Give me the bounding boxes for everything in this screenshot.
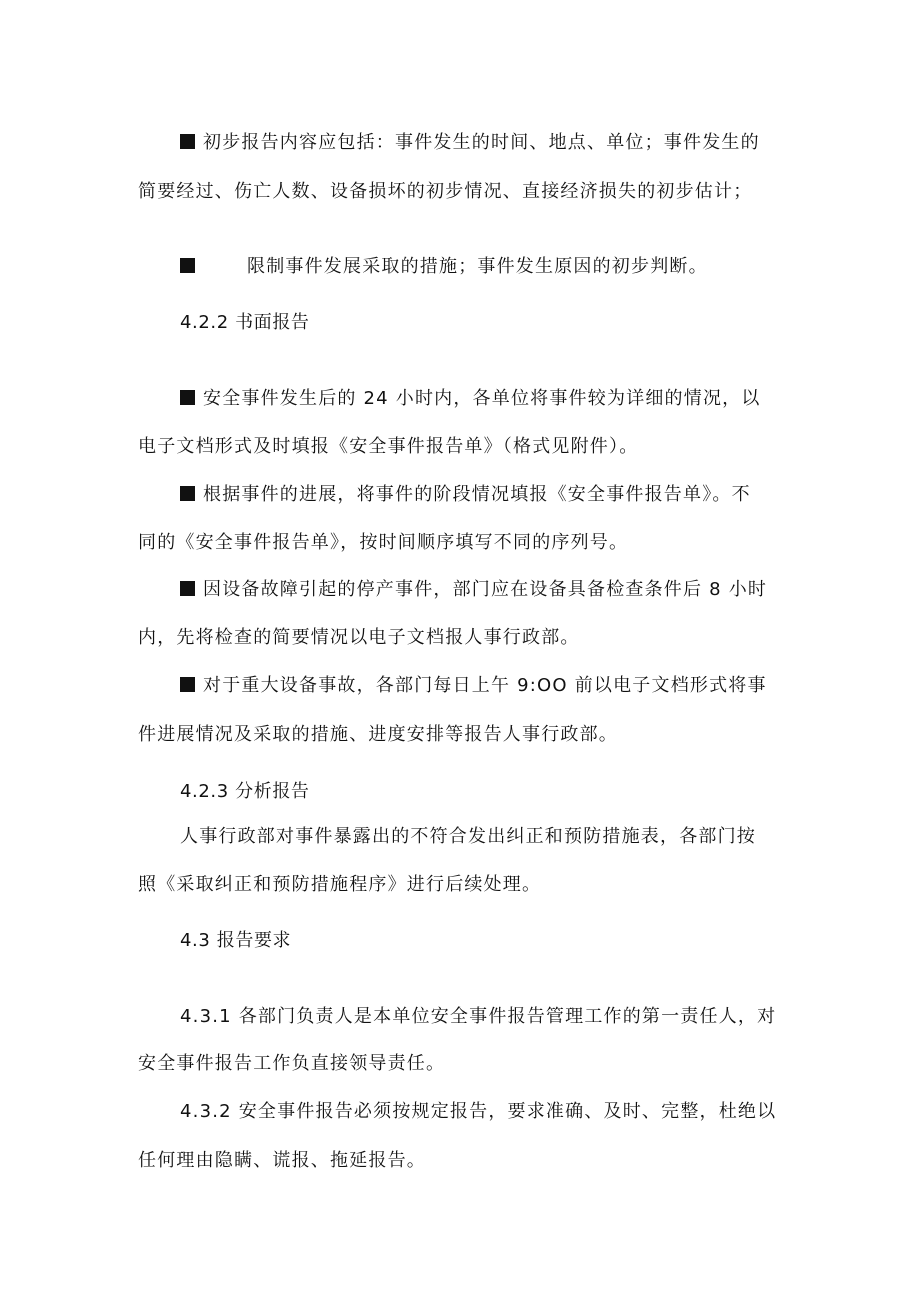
paragraph-text: 照《采取纠正和预防措施程序》进行后续处理。 (138, 874, 542, 895)
bullet-paragraph-4-line-2 (138, 531, 788, 555)
bullet-paragraph-5-line-2 (138, 626, 788, 650)
bullet-paragraph-2 (180, 255, 830, 279)
bullet-paragraph-6-line-2 (138, 723, 788, 747)
bullet-paragraph-4-line-1 (180, 483, 830, 507)
paragraph-text: 内，先将检查的简要情况以电子文档报人事行政部。 (138, 627, 580, 648)
paragraph-text: 安全事件发生后的 24 小时内，各单位将事件较为详细的情况，以 (203, 388, 761, 409)
paragraph-text: 限制事件发展采取的措施；事件发生原因的初步判断。 (247, 256, 708, 277)
black-square-bullet-icon (180, 390, 195, 405)
bullet-paragraph-3-line-1 (180, 387, 830, 411)
section-heading-4-3: 4.3 报告要求 (180, 930, 292, 951)
paragraph-text: 电子文档形式及时填报《安全事件报告单》（格式见附件）。 (138, 436, 639, 457)
paragraph-4-3-1-line-2 (138, 1052, 788, 1076)
paragraph-text: 根据事件的进展，将事件的阶段情况填报《安全事件报告单》。不 (203, 484, 751, 505)
paragraph-text: 安全事件报告工作负直接领导责任。 (138, 1053, 446, 1074)
paragraph-text: 对于重大设备事故，各部门每日上午 9:OO 前以电子文档形式将事 (203, 675, 767, 696)
paragraph-text: 4.3.1 各部门负责人是本单位安全事件报告管理工作的第一责任人，对 (180, 1006, 777, 1027)
paragraph-text: 因设备故障引起的停产事件，部门应在设备具备检查条件后 8 小时 (203, 579, 768, 600)
paragraph-text: 件进展情况及采取的措施、进度安排等报告人事行政部。 (138, 724, 618, 745)
paragraph-analysis-line-1 (180, 825, 830, 849)
bullet-paragraph-6-line-1 (180, 674, 830, 698)
paragraph-4-3-2-line-2 (138, 1149, 788, 1173)
paragraph-text: 4.3.2 安全事件报告必须按规定报告，要求准确、及时、完整，杜绝以 (180, 1101, 777, 1122)
bullet-paragraph-1-line-1 (180, 131, 830, 155)
bullet-paragraph-1-line-2 (138, 180, 788, 204)
section-heading-4-2-2: 4.2.2 书面报告 (180, 312, 310, 333)
paragraph-4-3-1-line-1 (180, 1005, 830, 1029)
paragraph-text: 任何理由隐瞒、谎报、拖延报告。 (138, 1150, 426, 1171)
black-square-bullet-icon (180, 581, 195, 596)
bullet-paragraph-5-line-1 (180, 578, 830, 602)
paragraph-text: 人事行政部对事件暴露出的不符合发出纠正和预防措施表，各部门按 (180, 826, 756, 847)
black-square-bullet-icon (180, 134, 195, 149)
black-square-bullet-icon (180, 258, 195, 273)
black-square-bullet-icon (180, 677, 195, 692)
section-heading-4-2-3: 4.2.3 分析报告 (180, 781, 310, 802)
paragraph-text: 简要经过、伤亡人数、设备损坏的初步情况、直接经济损失的初步估计； (138, 181, 753, 202)
paragraph-4-3-2-line-1 (180, 1100, 830, 1124)
paragraph-analysis-line-2 (138, 873, 788, 897)
paragraph-text: 同的《安全事件报告单》，按时间顺序填写不同的序列号。 (138, 532, 629, 553)
paragraph-text: 初步报告内容应包括：事件发生的时间、地点、单位；事件发生的 (203, 132, 760, 153)
black-square-bullet-icon (180, 486, 195, 501)
bullet-paragraph-3-line-2 (138, 435, 788, 459)
